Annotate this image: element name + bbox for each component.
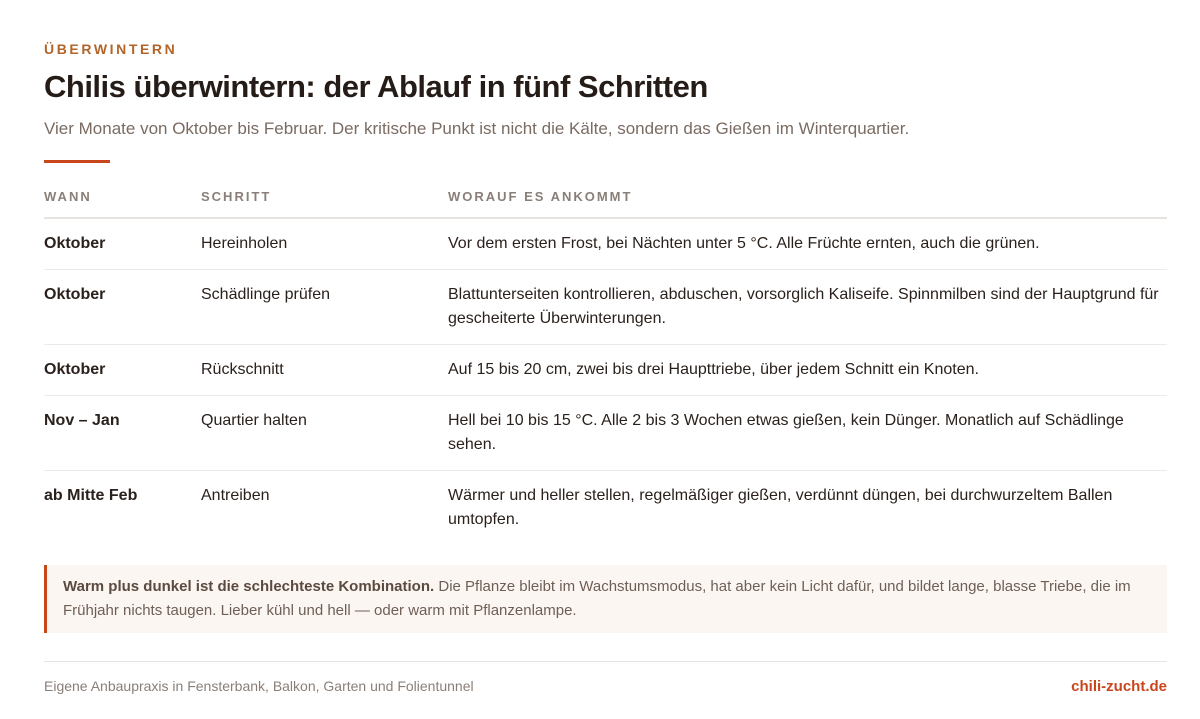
accent-divider bbox=[44, 160, 110, 163]
row-when: Oktober bbox=[44, 345, 201, 396]
table-header-row bbox=[44, 189, 1167, 218]
footer-source: Eigene Anbaupraxis in Fensterbank, Balkon, Garten und Folientunnel bbox=[44, 678, 474, 694]
row-notes: Vor dem ersten Frost, bei Nächten unter 5 °C. Alle Früchte ernten, auch die grünen. bbox=[448, 218, 1167, 270]
row-notes: Auf 15 bis 20 cm, zwei bis drei Haupttriebe, über jedem Schnitt ein Knoten. bbox=[448, 345, 1167, 396]
table-row bbox=[44, 471, 1167, 546]
column-header-when: WANN bbox=[44, 189, 201, 218]
row-notes: Wärmer und heller stellen, regelmäßiger gießen, verdünnt düngen, bei durchwurzeltem Ballen umtopfen. bbox=[448, 487, 1113, 528]
row-step: Quartier halten bbox=[201, 396, 448, 471]
warning-callout bbox=[44, 565, 1167, 633]
table-row bbox=[44, 218, 1167, 270]
page-subtitle: Vier Monate von Oktober bis Februar. Der kritische Punkt ist nicht die Kälte, sondern das Gießen im Winterquartier. bbox=[44, 119, 910, 138]
row-when: Nov – Jan bbox=[44, 396, 201, 471]
steps-table bbox=[44, 189, 1167, 545]
row-notes: Blattunterseiten kontrollieren, abduschen, vorsorglich Kaliseife. Spinnmilben sind der Hauptgrund für gescheiterte Überwinterungen. bbox=[448, 270, 1167, 345]
column-header-notes: WORAUF ES ANKOMMT bbox=[448, 189, 1167, 218]
footer-site-link[interactable]: chili-zucht.de bbox=[1071, 678, 1167, 695]
row-notes: Hell bei 10 bis 15 °C. Alle 2 bis 3 Wochen etwas gießen, kein Dünger. Monatlich auf Schädlinge sehen. bbox=[448, 396, 1167, 471]
page bbox=[44, 0, 1167, 695]
row-step: Antreiben bbox=[201, 487, 270, 504]
table-row bbox=[44, 345, 1167, 396]
row-when: Oktober bbox=[44, 270, 201, 345]
row-when: ab Mitte Feb bbox=[44, 487, 138, 504]
section-eyebrow: ÜBERWINTERN bbox=[44, 41, 178, 57]
column-header-step: SCHRITT bbox=[201, 189, 448, 218]
page-title: Chilis überwintern: der Ablauf in fünf Schritten bbox=[44, 69, 708, 104]
row-step: Rückschnitt bbox=[201, 345, 448, 396]
footer bbox=[44, 661, 1167, 695]
table-row bbox=[44, 396, 1167, 471]
callout-body: Die Pflanze bleibt im Wachstumsmodus, hat aber kein Licht dafür, und bildet lange, blasse Triebe, die im Frühjahr nichts taugen. Lieber kühl und hell — oder warm mit Pflanzenlampe. bbox=[63, 578, 1131, 619]
row-step: Hereinholen bbox=[201, 218, 448, 270]
row-step: Schädlinge prüfen bbox=[201, 270, 448, 345]
table-row bbox=[44, 270, 1167, 345]
row-when: Oktober bbox=[44, 218, 201, 270]
callout-lead: Warm plus dunkel ist die schlechteste Kombination. bbox=[63, 578, 435, 595]
